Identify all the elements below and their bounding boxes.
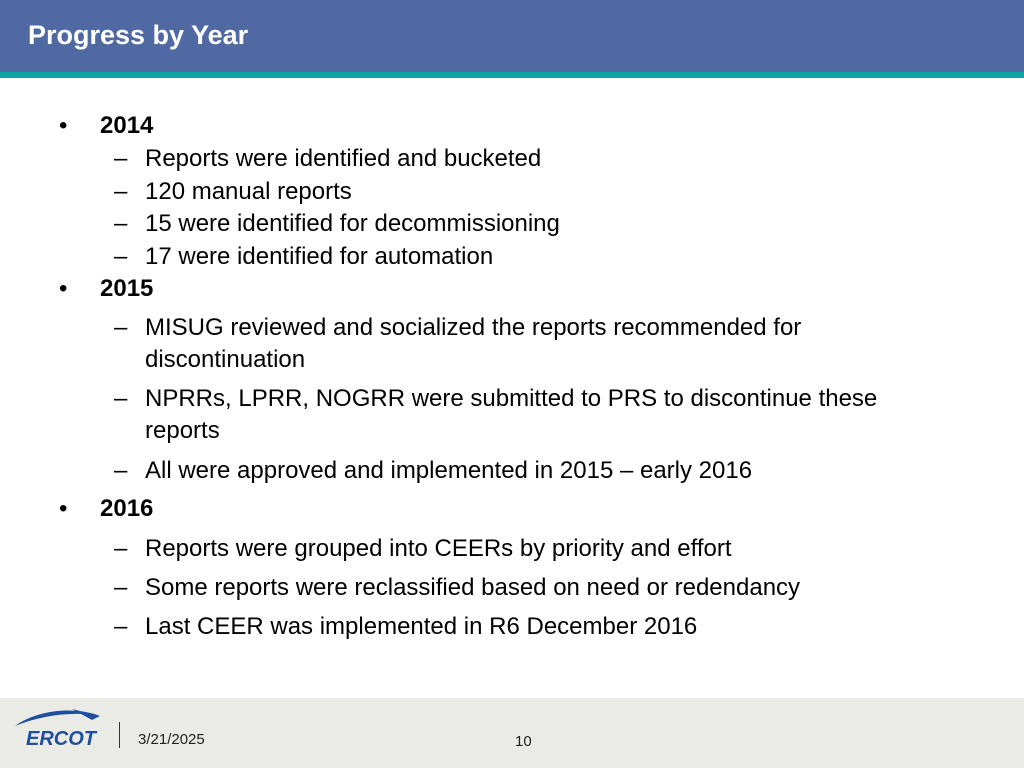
bullet-icon: • — [59, 275, 68, 302]
dash-icon: – — [114, 178, 128, 205]
list-item-text: Some reports were reclassified based on need or redendancy — [145, 574, 801, 601]
logo-text: ERCOT — [26, 728, 96, 750]
list-item-text: 17 were identified for automation — [145, 243, 494, 270]
title-bar-rule — [0, 72, 1024, 78]
list-item-text: Reports were grouped into CEERs by priority and effort — [145, 535, 732, 562]
list-item-text: All were approved and implemented in 2015 – early 2016 — [145, 457, 753, 484]
bullet-icon: • — [59, 495, 68, 522]
footer-date: 3/21/2025 — [138, 731, 205, 748]
page-number: 10 — [515, 733, 532, 750]
dash-icon: – — [114, 210, 128, 237]
page-title: Progress by Year — [28, 20, 249, 50]
list-item-text: NPRRs, LPRR, NOGRR were submitted to PRS to discontinue these reports — [145, 385, 878, 444]
year-label: 2014 — [100, 112, 154, 139]
dash-icon: – — [114, 535, 128, 562]
dash-icon: – — [114, 145, 128, 172]
list-item-text: 15 were identified for decommissioning — [145, 210, 560, 237]
list-item-text: 120 manual reports — [145, 178, 352, 205]
list-item-text: MISUG reviewed and socialized the reports recommended for discontinuation — [145, 314, 802, 373]
year-label: 2016 — [100, 495, 154, 522]
dash-icon: – — [114, 457, 128, 484]
dash-icon: – — [114, 243, 128, 270]
list-item-text: Reports were identified and bucketed — [145, 145, 542, 172]
year-label: 2015 — [100, 275, 154, 302]
list-item-text: Last CEER was implemented in R6 December 2016 — [145, 613, 698, 640]
dash-icon: – — [114, 314, 128, 341]
ercot-logo-icon — [12, 706, 102, 750]
bullet-icon: • — [59, 112, 68, 139]
dash-icon: – — [114, 613, 128, 640]
dash-icon: – — [114, 385, 128, 412]
dash-icon: – — [114, 574, 128, 601]
footer-divider — [119, 722, 120, 748]
